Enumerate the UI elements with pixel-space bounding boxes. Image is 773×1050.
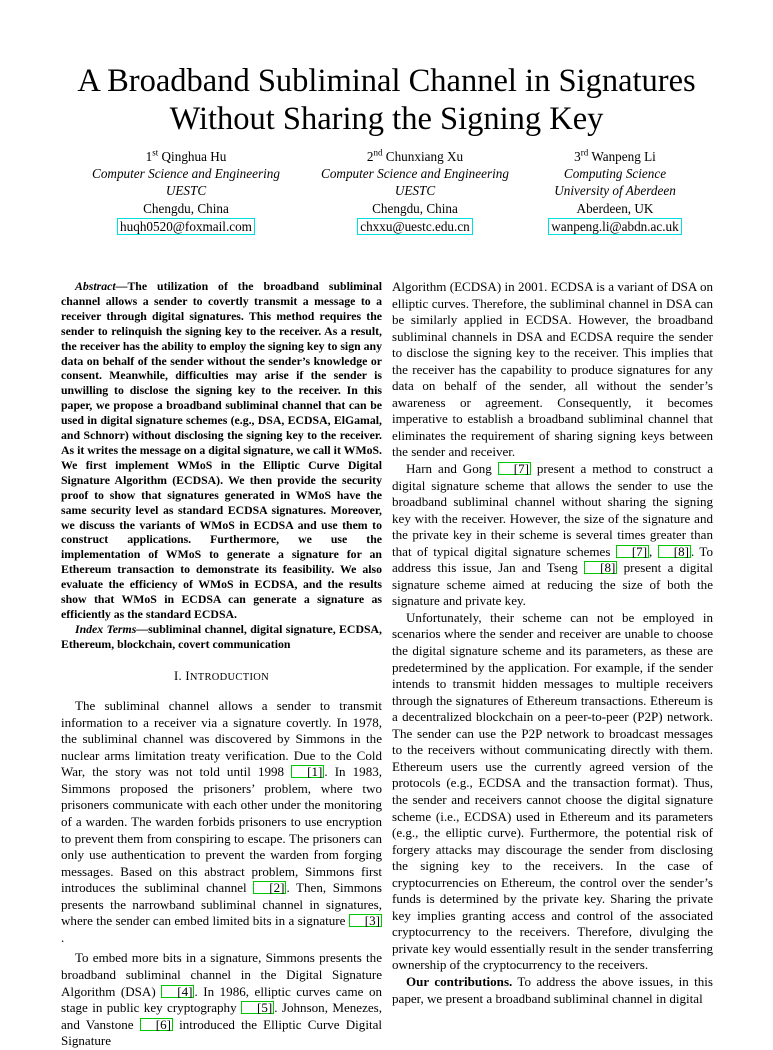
author-name: 3rd Wanpeng Li <box>574 147 656 164</box>
abstract: Abstract—The utilization of the broadband subliminal channel allows a sender to covertly transmit a message to a receiver through digital signatures. This method requires the sender to relinquish the signing key to the receiver. As a result, the receiver has the ability to employ the signing key to sign any data on behalf of the sender without the sender’s knowledge or consent. Meanwhile, difficulties may arise if the sender is unwilling to disclose the signing key to the receiver. In this paper, we propose a broadband subliminal channel that can be used in digital signature schemes (e.g., DSA, ECDSA, ElGamal, and Schnorr) without disclosing the signing key to the receiver. As it writes the message on a digital signature, we call it WMoS. We first implement WMoS in the Elliptic Curve Digital Signature Algorithm (ECDSA). We then provide the security proof to show that signatures generated in WMoS have the same security level as standard ECDSA signatures. Moreover, we discuss the variants of WMoS in ECDSA and use them to construct applications. Furthermore, we use the implementation of WMoS to generate a signature for an Ethereum transaction to demonstrate its feasibility. We also evaluate the efficiency of WMoS in ECDSA, and the results show that WMoS in ECDSA can generate a signature as efficiently as the standard ECDSA. <box>61 279 382 621</box>
title-line-1: A Broadband Subliminal Channel in Signatures <box>77 63 696 99</box>
index-terms: Index Terms—subliminal channel, digital signature, ECDSA, Ethereum, blockchain, covert communication <box>61 621 382 651</box>
author-email-link[interactable]: chxxu@uestc.edu.cn <box>357 218 473 235</box>
citation-link[interactable]: [8] <box>584 561 617 574</box>
citation-link[interactable]: [7] <box>616 545 649 558</box>
contributions-paragraph: Our contributions. To address the above issues, in this paper, we present a broadband subliminal channel in digital <box>392 973 713 1006</box>
right-column <box>392 279 713 1007</box>
author-email-link[interactable]: huqh0520@foxmail.com <box>117 218 255 235</box>
author-institution: UESTC <box>394 183 436 199</box>
author-institution: University of Aberdeen <box>554 183 676 199</box>
author-affiliation: Computing Science <box>563 166 667 182</box>
section-heading-introduction: I. INTRODUCTION <box>173 668 270 683</box>
author-city: Chengdu, China <box>143 200 229 216</box>
intro-paragraph-5: Unfortunately, their scheme can not be employed in scenarios where the sender and receiver are unable to choose the digital signature scheme and its parameters, as these are predetermined by the application. For example, if the sender intends to transmit hidden messages to multiple receivers through the signatures of Ethereum transactions. Ethereum is a decentralized blockchain on a peer-to-peer (P2P) network. The sender can use the P2P network to broadcast messages to the receivers without communicating directly with them. Ethereum users use the currently agreed version of the protocols (e.g., ECDSA and the transaction format). Thus, the sender and receivers cannot choose the digital signature scheme (i.e., ECDSA) used in Ethereum and its parameters (e.g., the elliptic curve). Furthermore, the potential risk of forgery attacks may discourage the sender from disclosing the signing key to the receivers. In the case of cryptocurrencies on Ethereum, the control over the sender’s funds is determined by the private key. Sharing the private key implies granting access and control of the associated cryptocurrency to the receivers. Therefore, divulging the private key would essentially result in the sender transferring ownership of the cryptocurrency to the receivers. <box>392 609 713 973</box>
author-affiliation: Computer Science and Engineering <box>321 166 509 182</box>
author-name: 1st Qinghua Hu <box>145 147 227 164</box>
citation-link[interactable]: [3] <box>349 914 382 927</box>
left-column <box>61 279 382 1050</box>
citation-link[interactable]: [5] <box>241 1001 274 1014</box>
author-block-2 <box>315 148 515 235</box>
author-city: Aberdeen, UK <box>576 200 654 216</box>
author-block-1 <box>86 148 286 235</box>
intro-paragraph-1: The subliminal channel allows a sender to transmit information to a receiver via a signature covertly. In 1978, the subliminal channel was discovered by Simmons in the nuclear arms limitation treaty verification. Due to the Cold War, the story was not told until 1998 [1] . In 1983, Simmons proposed the prisoners’ problem, where two prisoners communicate with each other under the monitoring of a warden. The warden forbids prisoners to use encryption to prevent them from conspiring to escape. The prisoners can only use authentication to prevent the warden from forging messages. Based on this abstract problem, Simmons first introduces the subliminal channel [2] . Then, Simmons presents the narrowband subliminal channel in signatures, where the sender can embed limited bits in a signature [3]. <box>61 698 382 945</box>
intro-paragraph-2: To embed more bits in a signature, Simmons presents the broadband subliminal channel in the Digital Signature Algorithm (DSA) [4] . In 1986, elliptic curves came on stage in public key cryptography [5] . Johnson, Menezes, and Vanstone [6] introduced the Elliptic Curve Digital Signature <box>61 950 382 1049</box>
citation-link[interactable]: [8] <box>658 545 691 558</box>
title-line-2: Without Sharing the Signing Key <box>169 101 604 137</box>
author-name: 2nd Chunxiang Xu <box>366 147 464 164</box>
author-city: Chengdu, China <box>372 200 458 216</box>
intro-paragraph-3: Algorithm (ECDSA) in 2001. ECDSA is a variant of DSA on elliptic curves. Therefore, the subliminal channel in DSA can be similarly applied in ECDSA. However, the broadband subliminal channels in DSA and ECDSA require the sender to disclose the signing key to the receiver. This implies that the receiver has the capability to produce signatures for any data on behalf of the sender, all without the sender’s awareness or agreement. Consequently, it becomes imperative to establish a broadband subliminal channel that eliminates the requirement of sharing signing keys between the sender and receiver. <box>392 279 713 460</box>
contributions-label: Our contributions. <box>406 973 513 989</box>
author-block-3 <box>520 148 710 235</box>
intro-paragraph-4: Harn and Gong [7] present a method to construct a digital signature scheme that allows the sender to use the broadband subliminal channel without sharing the signing key with the receiver. However, the size of the signature and the private key in their scheme is several times greater than that of typical digital signature schemes [7] , [8] . To address this issue, Jan and Tseng [8] present a digital signature scheme aimed at reducing the size of both the signature and private key. <box>392 461 714 609</box>
paper-title <box>40 62 733 138</box>
citation-link[interactable]: [2] <box>253 881 286 894</box>
author-institution: UESTC <box>165 183 207 199</box>
author-affiliation: Computer Science and Engineering <box>92 166 280 182</box>
citation-link[interactable]: [4] <box>161 985 194 998</box>
citation-link[interactable]: [6] <box>140 1018 173 1031</box>
author-email-link[interactable]: wanpeng.li@abdn.ac.uk <box>548 218 682 235</box>
citation-link[interactable]: [7] <box>498 462 531 475</box>
citation-link[interactable]: [1] <box>291 765 324 778</box>
